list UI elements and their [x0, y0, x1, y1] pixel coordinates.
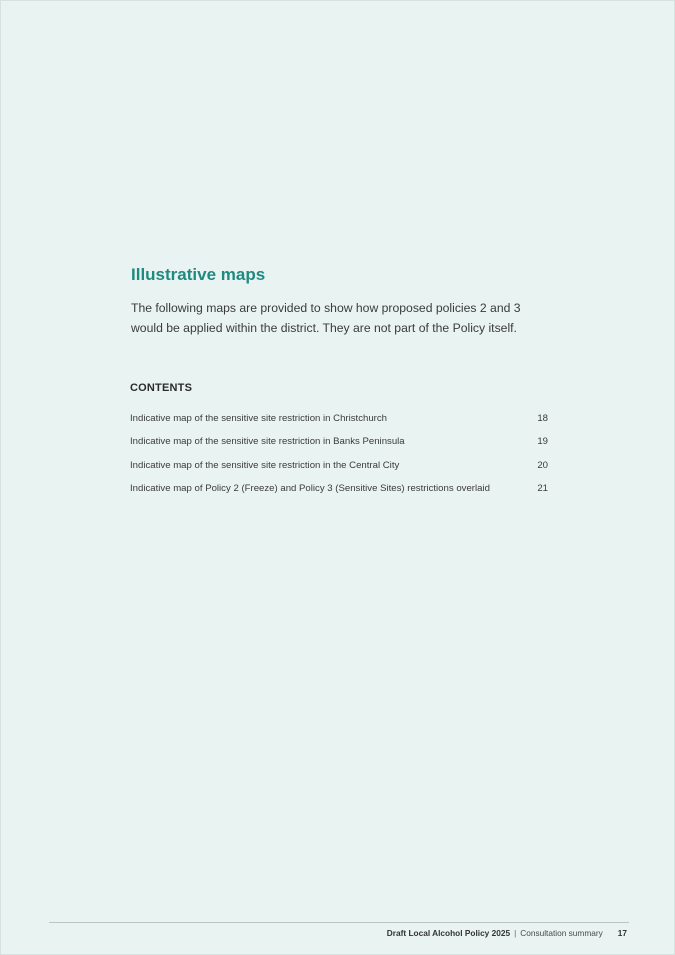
footer-divider [49, 922, 629, 923]
section-heading: Illustrative maps [131, 265, 266, 284]
footer-page-number: 17 [617, 928, 627, 938]
toc-item-page: 18 [537, 413, 548, 424]
toc-item[interactable] [130, 435, 548, 458]
footer-document-title: Draft Local Alcohol Policy 2025 [386, 928, 511, 938]
toc-item[interactable] [130, 459, 548, 482]
intro-paragraph: The following maps are provided to show how proposed policies 2 and 3 would be applied within the district. They are not part of the Policy itself. [131, 301, 521, 335]
table-of-contents [130, 412, 548, 506]
toc-item-title: Indicative map of the sensitive site restriction in Christchurch [130, 413, 388, 424]
footer-separator: | [514, 928, 517, 938]
toc-item-page: 20 [537, 459, 548, 471]
footer-subtitle: Consultation summary [520, 928, 603, 938]
contents-label: CONTENTS [130, 382, 193, 394]
toc-item-title: Indicative map of Policy 2 (Freeze) and Policy 3 (Sensitive Sites) restrictions overlaid [130, 483, 490, 495]
toc-item-title: Indicative map of the sensitive site restriction in the Central City [130, 459, 400, 471]
page-footer [387, 928, 627, 938]
toc-item-title: Indicative map of the sensitive site restriction in Banks Peninsula [130, 436, 405, 448]
toc-item[interactable] [130, 482, 548, 505]
toc-item[interactable] [130, 412, 548, 435]
toc-item-page: 19 [537, 436, 548, 448]
toc-item-page: 21 [537, 483, 548, 495]
